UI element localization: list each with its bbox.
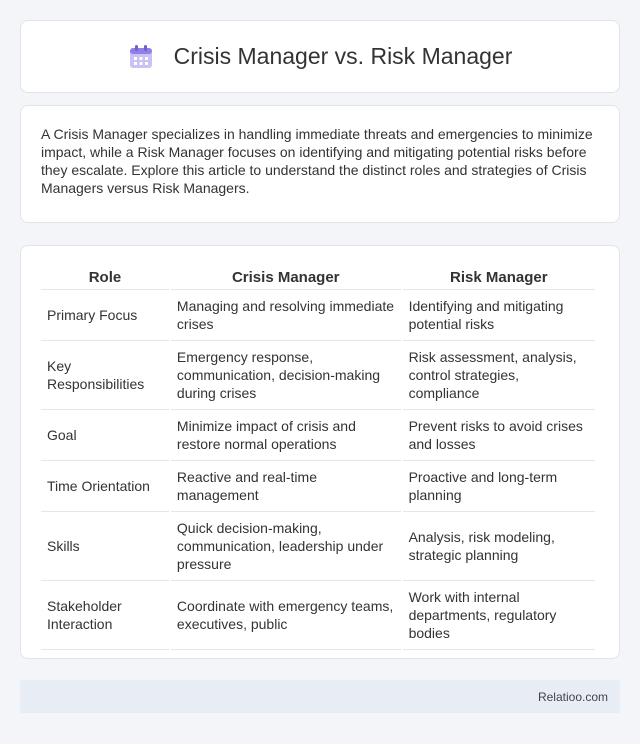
column-header-risk-manager: Risk Manager: [403, 266, 595, 290]
column-header-crisis-manager: Crisis Manager: [171, 266, 401, 290]
comparison-card: [20, 245, 620, 659]
table-cell: Coordinate with emergency teams, executives, public: [171, 581, 401, 650]
table-header-row: [41, 266, 595, 290]
comparison-table: [39, 266, 597, 650]
column-header-role: Role: [41, 266, 169, 290]
table-cell: Identifying and mitigating potential risks: [403, 290, 595, 341]
table-cell: Managing and resolving immediate crises: [171, 290, 401, 341]
table-cell: Proactive and long-term planning: [403, 461, 595, 512]
table-cell: Risk assessment, analysis, control strategies, compliance: [403, 341, 595, 410]
table-cell: Prevent risks to avoid crises and losses: [403, 410, 595, 461]
table-row: [41, 410, 595, 461]
table-cell: Work with internal departments, regulatory bodies: [403, 581, 595, 650]
row-label: Primary Focus: [41, 290, 169, 341]
table-row: [41, 581, 595, 650]
table-row: [41, 461, 595, 512]
table-row: [41, 512, 595, 581]
title-card: [20, 20, 620, 93]
table-cell: Analysis, risk modeling, strategic planning: [403, 512, 595, 581]
row-label: Key Responsibilities: [41, 341, 169, 410]
row-label: Skills: [41, 512, 169, 581]
row-label: Stakeholder Interaction: [41, 581, 169, 650]
calendar-icon: [128, 44, 154, 70]
row-label: Time Orientation: [41, 461, 169, 512]
table-cell: Quick decision-making, communication, leadership under pressure: [171, 512, 401, 581]
table-cell: Reactive and real-time management: [171, 461, 401, 512]
row-label: Goal: [41, 410, 169, 461]
table-cell: Emergency response, communication, decision-making during crises: [171, 341, 401, 410]
table-row: [41, 341, 595, 410]
intro-card: [20, 105, 620, 223]
table-cell: Minimize impact of crisis and restore normal operations: [171, 410, 401, 461]
footer-bar: [20, 680, 620, 713]
table-row: [41, 290, 595, 341]
footer-brand[interactable]: Relatioo.com: [537, 689, 608, 704]
page-title: Crisis Manager vs. Risk Manager: [173, 43, 513, 69]
intro-paragraph: A Crisis Manager specializes in handling immediate threats and emergencies to minimize impact, while a Risk Manager focuses on identifying and mitigating potential risks before they escalate. Explore this article to understand the distinct roles and strategies of Crisis Managers versus Risk Managers.: [41, 126, 593, 196]
